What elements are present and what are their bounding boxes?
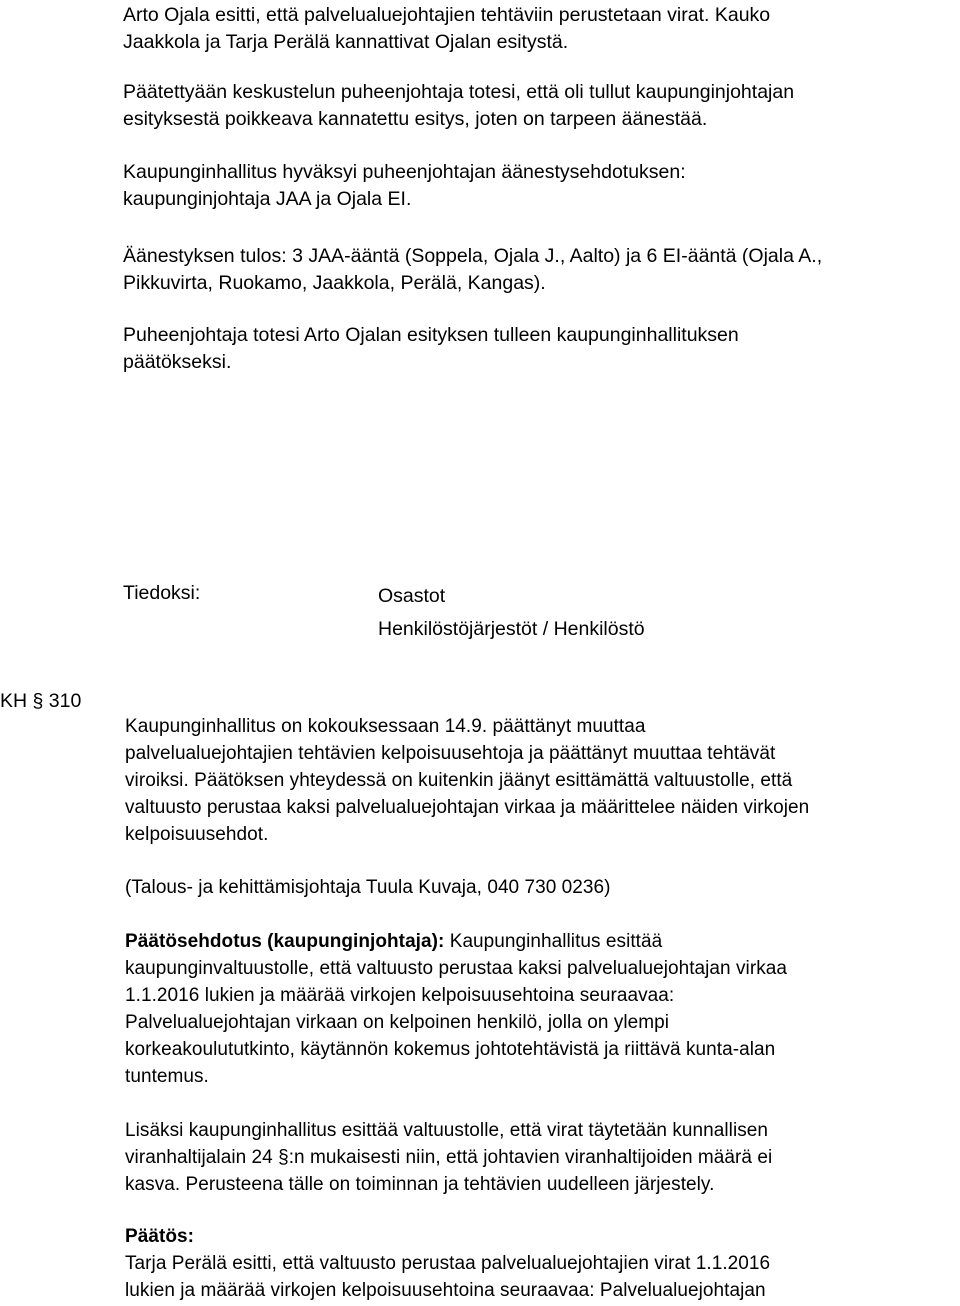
text-line: Äänestyksen tulos: 3 JAA-ääntä (Soppela, Ojala J., Aalto) ja 6 EI-ääntä (Ojala A., [123, 245, 823, 267]
text-line: tuntemus. [125, 1066, 209, 1087]
text-line: Kaupunginhallitus hyväksyi puheenjohtajan äänestysehdotuksen: [123, 161, 686, 183]
text-line: Kaupunginhallitus on kokouksessaan 14.9. päättänyt muuttaa [125, 716, 646, 737]
section-number: KH § 310 [0, 690, 82, 712]
contact-info [125, 874, 611, 901]
text-line: kasva. Perusteena tälle on toiminnan ja tehtävien uudelleen järjestely. [125, 1174, 715, 1195]
text-line: esityksestä poikkeava kannatettu esitys, joten on tarpeen äänestää. [123, 108, 708, 130]
text-line: viranhaltijalain 24 §:n mukaisesti niin, että johtavien viranhaltijoiden määrä ei [125, 1147, 773, 1168]
paragraph-decision [125, 1223, 770, 1304]
text-line: kelpoisuusehdot. [125, 824, 269, 845]
paragraph-addition [125, 1117, 772, 1198]
text-line: korkeakoulututkinto, käytännön kokemus johtotehtävistä ja riittävä kunta-alan [125, 1039, 776, 1060]
paragraph-vote-result [123, 243, 822, 297]
text-line: valtuusto perustaa kaksi palvelualuejohtajan virkaa ja määrittelee näiden virkojen [125, 797, 810, 818]
paragraph-chair-conclusion [123, 322, 739, 376]
text-line: Tarja Perälä esitti, että valtuusto perustaa palvelualuejohtajien virat 1.1.2016 [125, 1253, 771, 1274]
text-line: kaupunginvaltuustolle, että valtuusto perustaa kaksi palvelualuejohtajan virkaa [125, 958, 787, 979]
text-line: Arto Ojala esitti, että palvelualuejohtajien tehtäviin perustetaan virat. Kauko [123, 4, 771, 26]
text-line: Puheenjohtaja totesi Arto Ojalan esityksen tulleen kaupunginhallituksen [123, 324, 739, 346]
tiedoksi-recipients [378, 580, 645, 646]
recipient: Osastot [378, 585, 446, 607]
recipient: Henkilöstöjärjestöt / Henkilöstö [378, 618, 645, 640]
text-line: Päätettyään keskustelun puheenjohtaja totesi, että oli tullut kaupunginjohtajan [123, 81, 795, 103]
text-line: viroiksi. Päätöksen yhteydessä on kuitenkin jäänyt esittämättä valtuustolle, että [125, 770, 793, 791]
decision-label: Päätös: [125, 1226, 194, 1247]
paragraph-background [125, 713, 809, 848]
proposal-first-line [125, 928, 787, 955]
text-line: Palvelualuejohtajan virkaan on kelpoinen henkilö, jolla on ylempi [125, 1012, 670, 1033]
text-line: 1.1.2016 lukien ja määrää virkojen kelpoisuusehtoina seuraavaa: [125, 985, 675, 1006]
text-line: kaupunginjohtaja JAA ja Ojala EI. [123, 188, 412, 210]
proposal-text: Kaupunginhallitus esittää [444, 931, 663, 952]
text-line: Pikkuvirta, Ruokamo, Jaakkola, Perälä, Kangas). [123, 272, 546, 294]
paragraph-discussion-ended [123, 79, 794, 133]
text-line: palvelualuejohtajien tehtävien kelpoisuusehtoja ja päättänyt muuttaa tehtävät [125, 743, 776, 764]
text-line: lukien ja määrää virkojen kelpoisuusehtoina seuraavaa: Palvelualuejohtajan [125, 1280, 766, 1301]
proposal-label: Päätösehdotus (kaupunginjohtaja): [125, 931, 445, 952]
paragraph-ojala-proposal [123, 2, 770, 56]
paragraph-proposal [125, 928, 787, 1090]
tiedoksi-label: Tiedoksi: [123, 582, 201, 604]
text-line: Jaakkola ja Tarja Perälä kannattivat Ojalan esitystä. [123, 31, 569, 53]
text-line: Lisäksi kaupunginhallitus esittää valtuustolle, että virat täytetään kunnallisen [125, 1120, 768, 1141]
paragraph-vote-proposal [123, 159, 686, 213]
text-line: (Talous- ja kehittämisjohtaja Tuula Kuvaja, 040 730 0236) [125, 877, 611, 898]
text-line: päätökseksi. [123, 351, 232, 373]
